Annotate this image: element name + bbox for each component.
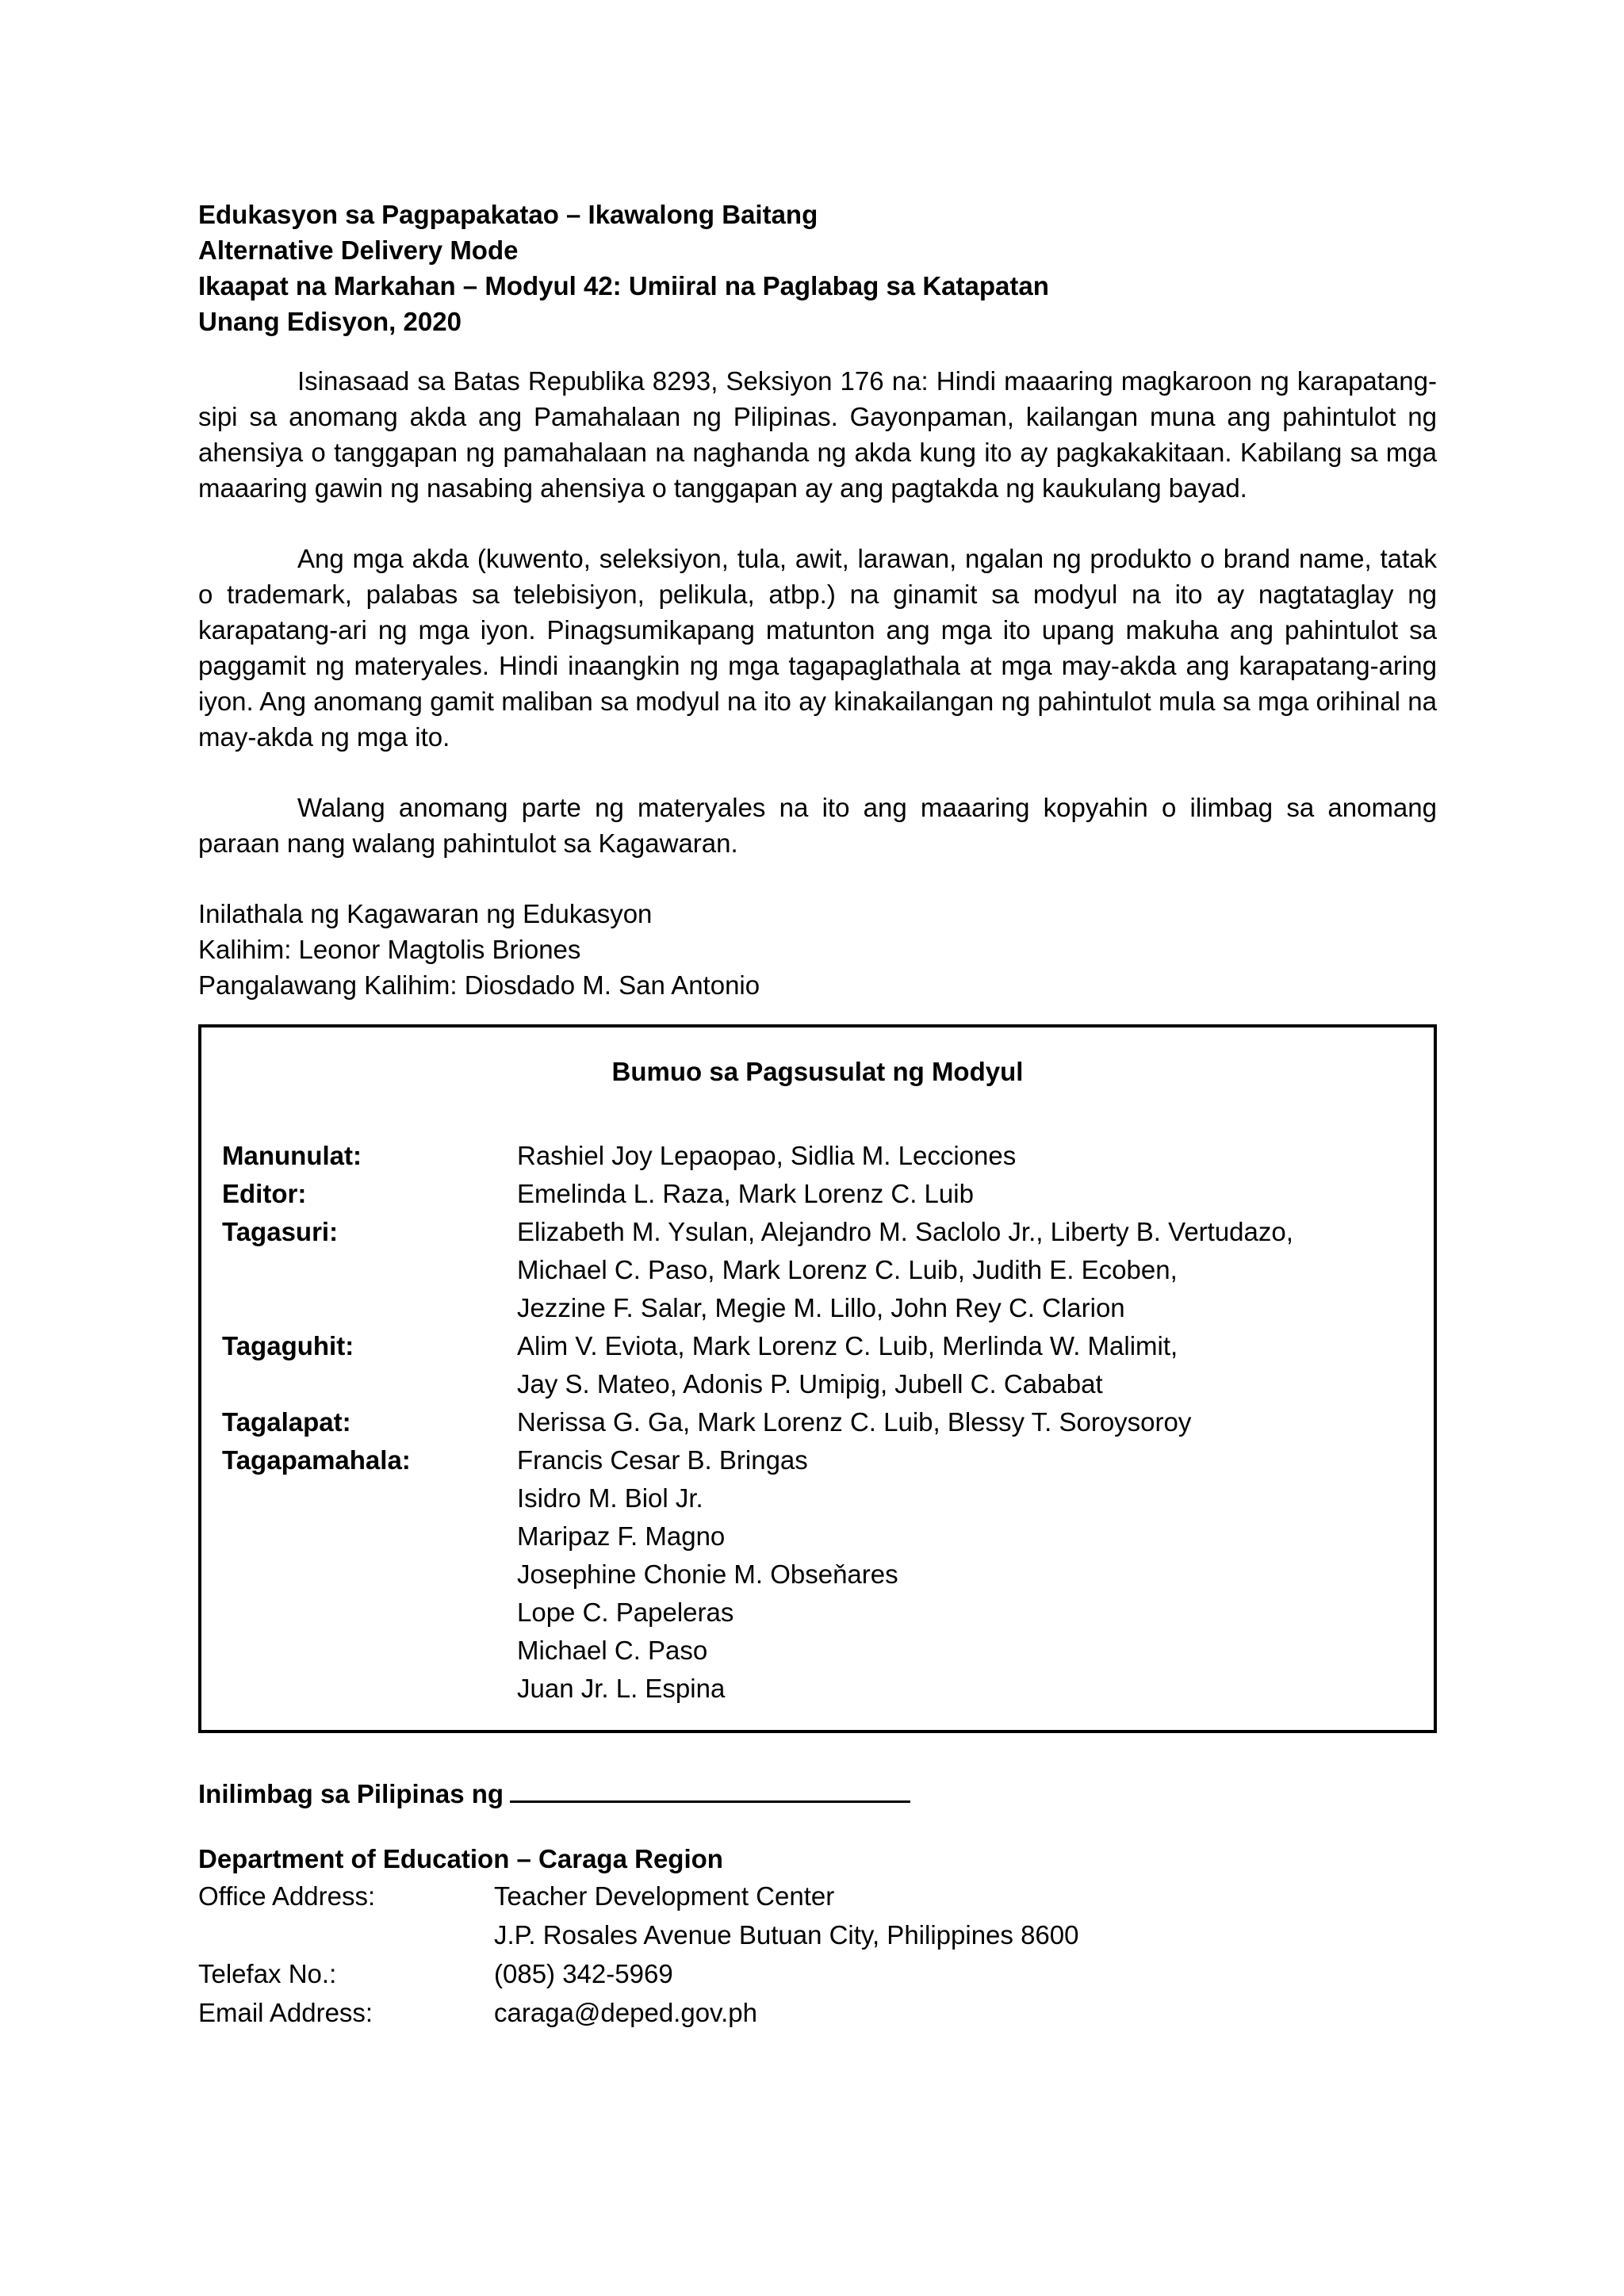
subject-title: Edukasyon sa Pagpapakatao – Ikawalong Baitang (198, 200, 818, 229)
credit-name-line: Nerissa G. Ga, Mark Lorenz C. Luib, Blessy T. Soroysoroy (517, 1407, 1192, 1437)
credit-name-line: Josephine Chonie M. Obseňares (517, 1559, 898, 1589)
credit-row (201, 1137, 1434, 1175)
credit-name-line: Juan Jr. L. Espina (517, 1674, 726, 1703)
module-title: Ikaapat na Markahan – Modyul 42: Umiiral na Paglabag sa Katapatan (198, 271, 1049, 300)
email-row (198, 1993, 1437, 2032)
credit-names (517, 1213, 1293, 1327)
telefax-value: (085) 342-5969 (494, 1959, 673, 1988)
credit-row (201, 1327, 1434, 1403)
credit-name-line: Lope C. Papeleras (517, 1598, 734, 1627)
credit-name-line: Francis Cesar B. Bringas (517, 1445, 808, 1475)
credits-box (198, 1024, 1437, 1733)
credit-row (201, 1441, 1434, 1708)
credit-name-line: Elizabeth M. Ysulan, Alejandro M. Saclolo Jr., Liberty B. Vertudazo, (517, 1217, 1293, 1246)
office-address-spacer (198, 1915, 494, 1954)
region-contact-block (198, 1841, 1437, 2032)
module-heading (198, 197, 1437, 339)
credit-names (517, 1137, 1016, 1175)
undersecretary: Pangalawang Kalihim: Diosdado M. San Antonio (198, 970, 760, 1000)
credit-name-line: Alim V. Eviota, Mark Lorenz C. Luib, Merlinda W. Malimit, (517, 1331, 1178, 1360)
telefax-row (198, 1954, 1437, 1993)
copyright-law-paragraph: Isinasaad sa Batas Republika 8293, Seksiyon 176 na: Hindi maaaring magkaroon ng karapatang-sipi sa anomang akda ang Pamahalaan ng Pilipinas. Gayonpaman, kailangan muna ang pahintulot ng ahensiya o tanggapan ng pamahalaan na naghanda ng akda kung ito ay pagkakakitaan. Kabilang sa mga maaaring gawin ng nasabing ahensiya o tanggapan ay ang pagtakda ng kaukulang bayad. (198, 366, 1437, 503)
credit-role: Tagaguhit: (222, 1331, 354, 1360)
credit-name-line: Isidro M. Biol Jr. (517, 1483, 703, 1513)
credit-role: Editor: (222, 1179, 307, 1208)
credit-role: Tagapamahala: (222, 1445, 411, 1475)
credit-row (201, 1175, 1434, 1213)
credit-role: Tagalapat: (222, 1407, 351, 1437)
printed-in-line (198, 1776, 1437, 1812)
email-label: Email Address: (198, 1998, 373, 2027)
credit-role: Tagasuri: (222, 1217, 339, 1246)
office-address-line-2: J.P. Rosales Avenue Butuan City, Philippines 8600 (494, 1920, 1079, 1950)
credit-name-line: Jay S. Mateo, Adonis P. Umipig, Jubell C. Cababat (517, 1369, 1103, 1399)
office-address-row (198, 1877, 1437, 1915)
printer-blank-line (510, 1777, 910, 1803)
email-value: caraga@deped.gov.ph (494, 1998, 757, 2027)
credit-names (517, 1327, 1178, 1403)
edition: Unang Edisyon, 2020 (198, 307, 462, 336)
credits-title: Bumuo sa Pagsusulat ng Modyul (611, 1057, 1024, 1086)
no-copying-paragraph: Walang anomang parte ng materyales na ito ang maaaring kopyahin o ilimbag sa anomang paraan nang walang pahintulot sa Kagawaran. (198, 793, 1437, 858)
credit-name-line: Michael C. Paso, Mark Lorenz C. Luib, Judith E. Ecoben, (517, 1255, 1178, 1284)
publisher-block (198, 896, 1437, 1003)
credit-role: Manunulat: (222, 1141, 362, 1170)
office-address-line-1: Teacher Development Center (494, 1881, 835, 1911)
copyright-page (198, 197, 1437, 2032)
credit-row (201, 1213, 1434, 1327)
telefax-label: Telefax No.: (198, 1959, 337, 1988)
credit-names (517, 1403, 1191, 1441)
credit-name-line: Jezzine F. Salar, Megie M. Lillo, John Rey C. Clarion (517, 1293, 1125, 1322)
delivery-mode: Alternative Delivery Mode (198, 235, 519, 265)
third-party-works-paragraph: Ang mga akda (kuwento, seleksiyon, tula, awit, larawan, ngalan ng produkto o brand name, tatak o trademark, palabas sa telebisiyon, pelikula, atbp.) na ginamit sa modyul na ito ay nagtataglay ng karapatang-ari ng mga iyon. Pinagsumikapang matunton ang mga ito upang makuha ang pahintulot sa paggamit ng materyales. Hindi inaangkin ng mga tagapaglathala at mga may-akda ang karapatang-aring iyon. Ang anomang gamit maliban sa modyul na ito ay kinakailangan ng pahintulot mula sa mga orihinal na may-akda ng mga ito. (198, 544, 1437, 752)
credit-name-line: Emelinda L. Raza, Mark Lorenz C. Luib (517, 1179, 974, 1208)
credit-names (517, 1175, 974, 1213)
credit-row (201, 1403, 1434, 1441)
credit-name-line: Rashiel Joy Lepaopao, Sidlia M. Lecciones (517, 1141, 1017, 1170)
secretary: Kalihim: Leonor Magtolis Briones (198, 935, 581, 964)
region-title: Department of Education – Caraga Region (198, 1844, 723, 1873)
printed-label: Inilimbag sa Pilipinas ng (198, 1779, 504, 1808)
office-address-row-2 (198, 1915, 1437, 1954)
credit-name-line: Michael C. Paso (517, 1636, 708, 1665)
credit-name-line: Maripaz F. Magno (517, 1521, 726, 1551)
published-by: Inilathala ng Kagawaran ng Edukasyon (198, 899, 653, 928)
credit-names (517, 1441, 898, 1708)
office-address-label: Office Address: (198, 1881, 376, 1911)
